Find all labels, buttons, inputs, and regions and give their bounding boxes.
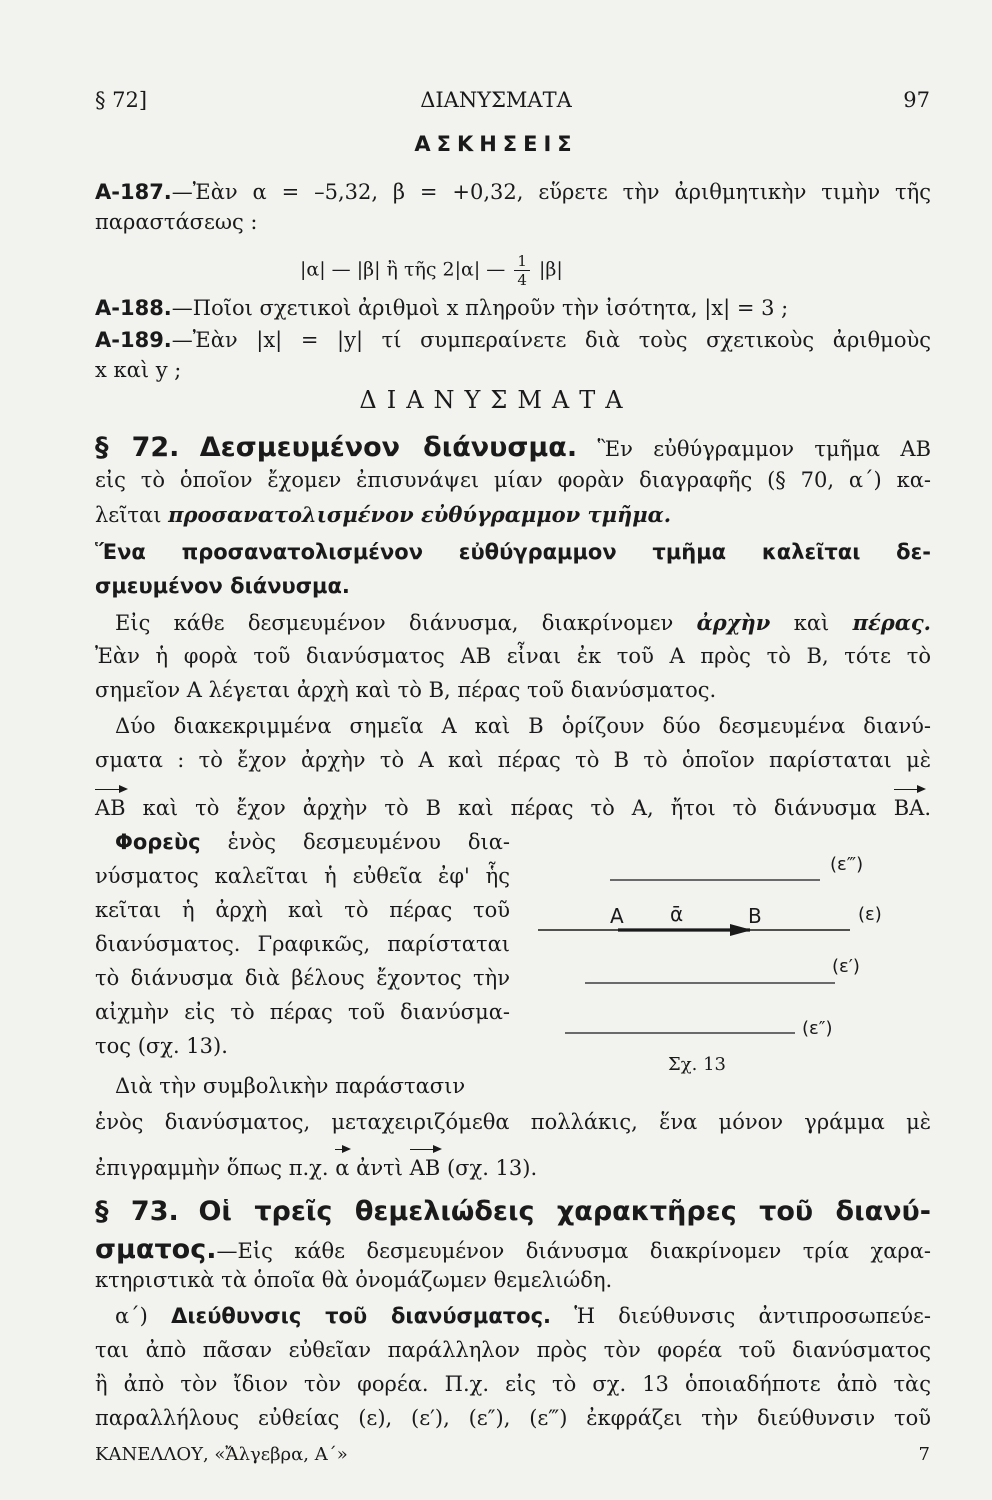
term: Φορεὺς: [115, 830, 201, 854]
s73-line1: [95, 1196, 931, 1227]
label-e3: (ε‴): [830, 854, 864, 875]
exercise-label: Α-189.: [95, 328, 172, 352]
exercise-label: Α-187.: [95, 180, 172, 204]
s73-line6: ἢ ἀπὸ τὸν ἴδιον τὸν φορέα. Π.χ. εἰς τὸ σχ. 13 ὁποιαδήποτε ἀπὸ τὰς: [95, 1372, 931, 1396]
page-number: 97: [903, 88, 930, 112]
label-e1: (ε′): [832, 956, 860, 977]
text: ἐπιγραμμὴν ὅπως π.χ.: [95, 1156, 329, 1180]
text: Ἓν εὐθύγραμμον τμῆμα ΑΒ: [597, 437, 932, 461]
vector-BA: ΒΑ: [893, 796, 925, 820]
text: ἑνὸς δεσμευμένου δια-: [227, 830, 510, 854]
text: καὶ: [793, 611, 830, 635]
text: —Εἰς κάθε δεσμευμένον διάνυσμα διακρίνομεν τρία χαρα-: [216, 1239, 931, 1263]
text: (σχ. 13).: [446, 1156, 538, 1180]
exercise-a188: [95, 296, 931, 320]
foreus-line7: τος (σχ. 13).: [95, 1034, 228, 1058]
text: ἀντὶ: [356, 1156, 403, 1180]
running-title: ΔΙΑΝΥΣΜΑΤΑ: [420, 88, 572, 112]
p3-line2: σματα : τὸ ἔχον ἀρχὴν τὸ Α καὶ πέρας τὸ Β τὸ ὁποῖον παρίσταται μὲ: [95, 748, 931, 772]
text: Εἰς κάθε δεσμευμένον διάνυσμα, διακρίνομεν: [115, 611, 674, 635]
s73-line4: [95, 1304, 931, 1328]
foreus-line3: κεῖται ἡ ἀρχὴ καὶ τὸ πέρας τοῦ: [95, 898, 510, 922]
vector-a: α: [335, 1156, 350, 1180]
sym-line2: ἑνὸς διανύσματος, μεταχειριζόμεθα πολλάκις, ἕνα μόνον γράμμα μὲ: [95, 1110, 931, 1134]
text: λεῖται: [95, 503, 162, 527]
formula-left: |α| — |β| ἢ τῆς 2|α| —: [300, 258, 506, 281]
p3-line3: [95, 796, 931, 820]
definition-line2: σμευμένον διάνυσμα.: [95, 574, 350, 598]
fraction-denominator: 4: [517, 271, 527, 289]
label-e: (ε): [858, 904, 882, 925]
s72-line2: εἰς τὸ ὁποῖον ἔχομεν ἐπισυνάψει μίαν φορὰν διαγραφῆς (§ 70, α΄) κα-: [95, 468, 931, 492]
term: προσανατολισμένον εὐθύγραμμον τμῆμα.: [168, 502, 672, 527]
exercises-heading: ΑΣΚΗΣΕΙΣ: [414, 132, 578, 156]
exercise-text: —Ἐὰν α = –5,32, β = +0,32, εὕρετε τὴν ἀριθμητικὴν τιμὴν τῆς: [171, 180, 931, 204]
s72-line3: [95, 502, 931, 527]
text: .: [924, 796, 931, 820]
section-ref: § 72]: [95, 88, 148, 112]
vector-AB: ΑΒ: [409, 1156, 441, 1180]
label-a-vector: ᾱ: [670, 902, 684, 926]
term: πέρας.: [852, 610, 931, 635]
fraction: [514, 252, 530, 289]
footer-book: ΚΑΝΕΛΛΟΥ, «Ἄλγεβρα, Α΄»: [95, 1444, 348, 1465]
term: ἀρχὴν: [696, 610, 771, 635]
s73-line3: κτηριστικὰ τὰ ὁποῖα θὰ ὀνομάζωμεν θεμελιώδη.: [95, 1268, 613, 1292]
figure-13: [530, 840, 900, 1100]
formula: [300, 252, 563, 289]
foreus-line1: [95, 830, 510, 854]
exercise-a189-line1: [95, 328, 931, 352]
section-title: Δεσμευμένον διάνυσμα.: [199, 432, 578, 463]
s73-line7: παραλλήλους εὐθείας (ε), (ε′), (ε″), (ε‴) ἐκφράζει τὴν διεύθυνσιν τοῦ: [95, 1406, 931, 1430]
label-B: Β: [748, 904, 762, 928]
text: καὶ τὸ ἔχον ἀρχὴν τὸ Β καὶ πέρας τὸ Α, ἤτοι τὸ διάνυσμα: [142, 796, 877, 820]
fraction-numerator: 1: [514, 252, 530, 271]
chapter-title: ΔΙΑΝΥΣΜΑΤΑ: [359, 386, 633, 414]
item-label: α΄): [115, 1304, 148, 1328]
formula-right: |β|: [538, 258, 563, 281]
text: Ἡ διεύθυνσις ἀντιπροσωπεύε-: [574, 1304, 931, 1328]
label-e2: (ε″): [802, 1018, 833, 1039]
p3-line1: Δύο διακεκριμμένα σημεῖα Α καὶ Β ὁρίζουν δύο δεσμευμένα διανύ-: [115, 714, 931, 738]
section-title: Οἱ τρεῖς θεμελιώδεις χαρακτῆρες τοῦ διανύ-: [198, 1196, 931, 1227]
figure-caption: Σχ. 13: [668, 1054, 726, 1075]
p2-line1: [95, 610, 931, 635]
foreus-line6: αἰχμὴν εἰς τὸ πέρας τοῦ διανύσμα-: [95, 1000, 510, 1024]
section-number: § 72.: [95, 432, 180, 463]
exercise-a187-line1: [95, 180, 931, 204]
sym-line1: Διὰ τὴν συμβολικὴν παράστασιν: [115, 1074, 466, 1098]
label-A: Α: [610, 904, 624, 928]
foreus-line2: νύσματος καλεῖται ἡ εὐθεῖα ἐφ' ἧς: [95, 864, 510, 888]
s72-line1: [95, 432, 931, 463]
term: Διεύθυνσις τοῦ διανύσματος.: [171, 1304, 552, 1328]
p2-line2: Ἐὰν ἡ φορὰ τοῦ διανύσματος ΑΒ εἶναι ἐκ τοῦ Α πρὸς τὸ Β, τότε τὸ: [95, 644, 931, 668]
exercise-a189-line2: x καὶ y ;: [95, 358, 182, 382]
p2-line3: σημεῖον Α λέγεται ἀρχὴ καὶ τὸ Β, πέρας τοῦ διανύσματος.: [95, 678, 717, 702]
s73-line5: ται ἀπὸ πᾶσαν εὐθεῖαν παράλληλον πρὸς τὸν φορέα τοῦ διανύσματος: [95, 1338, 931, 1362]
foreus-line5: τὸ διάνυσμα διὰ βέλους ἔχοντος τὴν: [95, 966, 510, 990]
section-title: σματος.: [95, 1234, 217, 1265]
exercise-text: —Ποῖοι σχετικοὶ ἀριθμοὶ x πληροῦν τὴν ἰσότητα, |x| = 3 ;: [171, 296, 789, 320]
exercise-text: —Ἐὰν |x| = |y| τί συμπεραίνετε διὰ τοὺς σχετικοὺς ἀριθμοὺς: [171, 328, 931, 352]
definition-line1: Ἕνα προσανατολισμένον εὐθύγραμμον τμῆμα καλεῖται δε-: [95, 540, 931, 564]
s73-line2: [95, 1234, 931, 1265]
sym-line3: [95, 1156, 931, 1180]
vector-AB: ΑΒ: [95, 796, 126, 820]
foreus-line4: διανύσματος. Γραφικῶς, παρίσταται: [95, 932, 510, 956]
footer-sheet: 7: [918, 1444, 930, 1465]
exercise-label: Α-188.: [95, 296, 172, 320]
exercise-a187-line2: παραστάσεως :: [95, 210, 258, 234]
section-number: § 73.: [95, 1196, 179, 1227]
